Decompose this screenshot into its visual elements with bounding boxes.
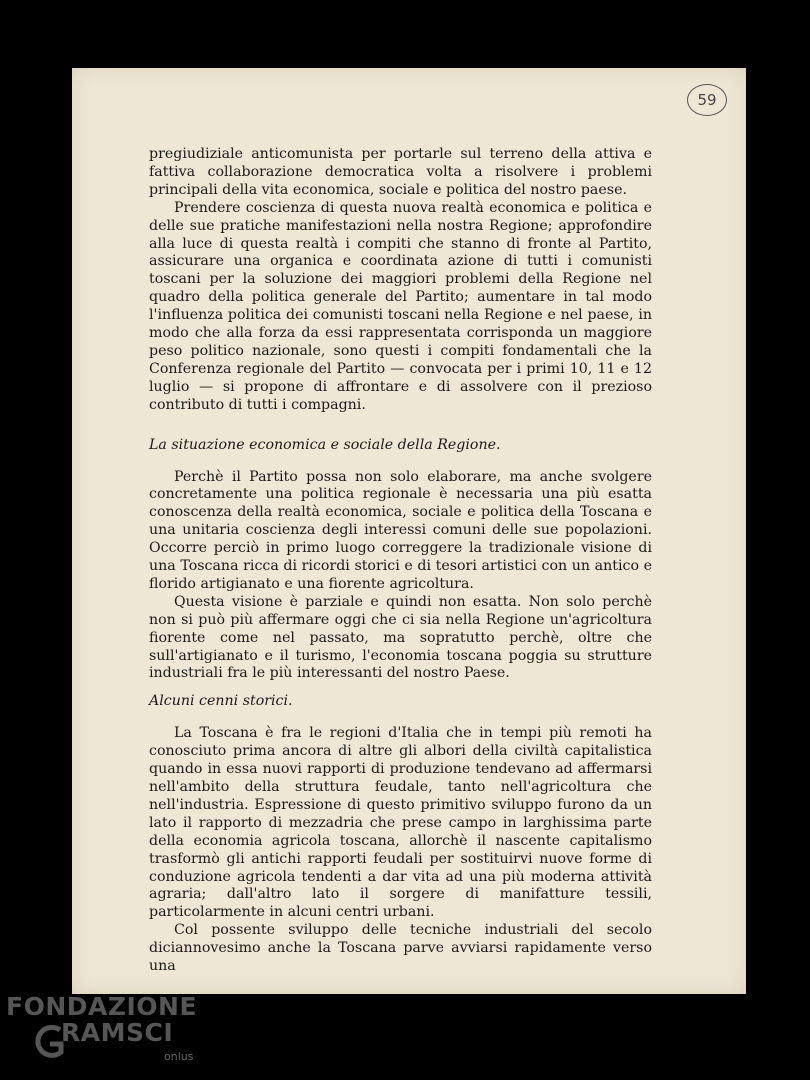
paragraph: Questa visione è parziale e quindi non esatta. Non solo perchè non si può più affermare oggi che ci sia nella Regione un'agricoltura fiorente come nel passato, ma sopratutto perchè, oltre che sull'artigianato e il turismo, l'economia toscana poggia su strutture industriali fra le più interessanti del nostro Paese. xyxy=(149,593,652,682)
paragraph: La Toscana è fra le regioni d'Italia che in tempi più remoti ha conosciuto prima ancora di altre gli albori della civiltà capitalistica quando in essa nuovi rapporti di produzione tendevano ad affermarsi nell'ambito della struttura feudale, tanto nell'agricoltura che nell'industria. Espressione di questo primitivo sviluppo furono da un lato il rapporto di mezzadria che prese campo in larghissima parte della economia agricola toscana, allorchè il nascente capitalismo trasformò gli antichi rapporti feudali per sostituirvi nuove forme di conduzione agricola tendenti a dar vita ad una più moderna attività agraria; dall'altro lato il sorgere di manifatture tessili, particolarmente in alcuni centri urbani. xyxy=(149,725,652,921)
document-text xyxy=(149,146,652,976)
archive-logo xyxy=(6,992,206,1072)
paragraph: pregiudiziale anticomunista per portarle sul terreno della attiva e fattiva collaborazione democratica volta a risolvere i problemi principali della vita economica, sociale e politica del nostro paese. xyxy=(149,146,652,198)
paragraph: Col possente sviluppo delle tecniche industriali del secolo diciannovesimo anche la Toscana parve avviarsi rapidamente verso una xyxy=(149,922,652,975)
logo-subtitle: RAMSCI xyxy=(61,1018,174,1047)
logo-tagline: onlus xyxy=(164,1050,194,1063)
paragraph: Perchè il Partito possa non solo elaborare, ma anche svolgere concretamente una politica regionale è necessaria una più esatta conoscenza della realtà economica, sociale e politica della Toscana e una unitaria coscienza degli interessi comuni delle sue popolazioni. Occorre perciò in primo luogo correggere la tradizionale visione di una Toscana ricca di ricordi storici e di tesori artistici con un antico e florido artigianato e una fiorente agricoltura. xyxy=(149,468,652,592)
paragraph: Prendere coscienza di questa nuova realtà economica e politica e delle sue pratiche manifestazioni nella nostra Regione; approfondire alla luce di questa realtà i compiti che stanno di fronte al Partito, assicurare una organica e coordinata azione di tutti i comunisti toscani per la soluzione dei maggiori problemi della Regione nel quadro della politica generale del Partito; aumentare in tal modo l'influenza politica dei comunisti toscani nella Regione e nel paese, in modo che alla forza da essi rappresentata corrisponda un maggiore peso politico nazionale, sono questi i compiti fondamentali che la Conferenza regionale del Partito — convocata per i primi 10, 11 e 12 luglio — si propone di affrontare e di assolvere con il prezioso contributo di tutti i compagni. xyxy=(149,199,652,413)
section-heading: Alcuni cenni storici. xyxy=(149,693,293,710)
logo-title: FONDAZIONE xyxy=(6,992,198,1021)
section-heading: La situazione economica e sociale della Regione. xyxy=(149,436,501,453)
page-number: 59 xyxy=(687,84,727,116)
